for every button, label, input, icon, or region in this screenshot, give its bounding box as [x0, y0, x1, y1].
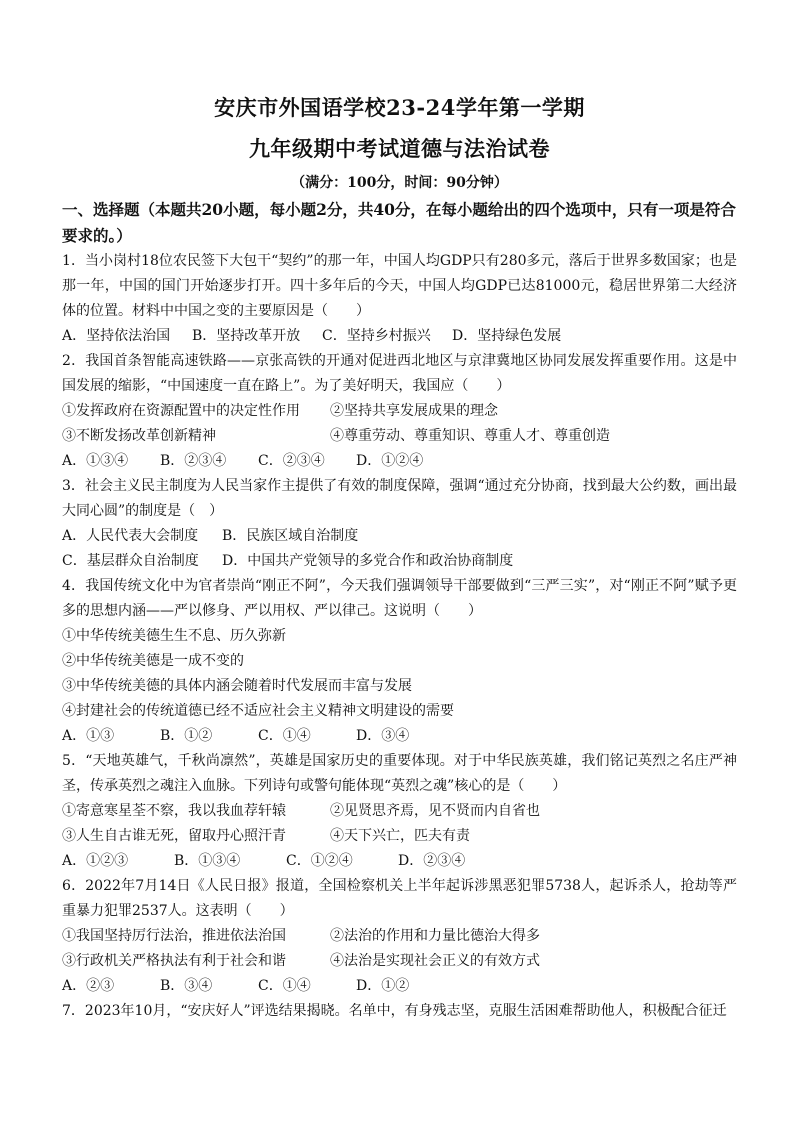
question-7 — [62, 999, 737, 1024]
options-row — [62, 849, 737, 874]
statement-2: ②见贤思齐焉，见不贤而内自省也 — [330, 803, 540, 819]
statement-4: ④天下兴亡，匹夫有责 — [330, 828, 470, 844]
statement-3: ③不断发扬改革创新精神 — [62, 428, 216, 444]
score-time-note: （满分：100分，时间：90分钟） — [291, 175, 508, 191]
question-5 — [62, 749, 737, 874]
option-b[interactable]: B．③④ — [160, 978, 213, 994]
options-row — [62, 549, 737, 574]
question-stem: 3．社会主义民主制度为人民当家作主提供了有效的制度保障，强调“通过充分协商，找到最大公约数，画出最大同心圆”的制度是（ ） — [62, 478, 737, 519]
statement-row — [62, 424, 737, 449]
statement-2: ②法治的作用和力量比德治大得多 — [330, 928, 540, 944]
question-4 — [62, 574, 737, 749]
option-d[interactable]: D．①②④ — [356, 453, 424, 469]
options-row — [62, 974, 737, 999]
question-stem: 5．“天地英雄气，千秋尚凛然”，英雄是国家历史的重要体现。对于中华民族英雄，我们铭记英烈之名庄严神圣，传承英烈之魂注入血脉。下列诗句或警句能体现“英烈之魂”核心的是（ ） — [62, 753, 737, 794]
statement-2: ②中华传统美德是一成不变的 — [62, 653, 244, 669]
option-c[interactable]: C．基层群众自治制度 — [62, 553, 199, 569]
option-b[interactable]: B．①② — [160, 728, 213, 744]
question-6 — [62, 874, 737, 999]
options-row — [62, 449, 737, 474]
options-row — [62, 524, 737, 549]
option-d[interactable]: D．①② — [356, 978, 410, 994]
question-stem: 1．当小岗村18位农民签下大包干“契约”的那一年，中国人均GDP只有280多元，落后于世界多数国家；也是那一年，中国的国门开始逐步打开。四十多年后的今天，中国人均GDP已达81000元，稳居世界第二大经济体的位置。材料中中国之变的主要原因是（ ） — [62, 253, 737, 319]
question-stem: 6．2022年7月14日《人民日报》报道，全国检察机关上半年起诉涉黑恶犯罪5738人，起诉杀人，抢劫等严重暴力犯罪2537人。这表明（ ） — [62, 878, 737, 919]
option-b[interactable]: B．坚持改革开放 — [192, 328, 301, 344]
options-row — [62, 324, 737, 349]
option-a[interactable]: A．坚持依法治国 — [62, 328, 171, 344]
exam-title-subject: 九年级期中考试道德与法治试卷 — [249, 136, 550, 161]
exam-title-school: 安庆市外国语学校23-24学年第一学期 — [214, 95, 585, 120]
option-a[interactable]: A．①③④ — [62, 453, 129, 469]
option-c[interactable]: C．①④ — [258, 978, 311, 994]
section-heading-choice: 一、选择题（本题共20小题，每小题2分，共40分，在每小题给出的四个选项中，只有一项是符合要求的。） — [62, 200, 736, 245]
option-b[interactable]: B．①③④ — [174, 853, 241, 869]
statement-2: ②坚持共享发展成果的理念 — [330, 403, 498, 419]
option-c[interactable]: C．①②④ — [286, 853, 353, 869]
option-b[interactable]: B．②③④ — [160, 453, 227, 469]
statement-row — [62, 824, 737, 849]
option-a[interactable]: A．人民代表大会制度 — [62, 528, 199, 544]
option-a[interactable]: A．①③ — [62, 728, 115, 744]
option-d[interactable]: D．坚持绿色发展 — [452, 328, 562, 344]
option-a[interactable]: A．①②③ — [62, 853, 129, 869]
statement-4: ④法治是实现社会正义的有效方式 — [330, 953, 540, 969]
statement-row — [62, 799, 737, 824]
question-stem: 4．我国传统文化中为官者崇尚“刚正不阿”，今天我们强调领导干部要做到“三严三实”，对“刚正不阿”赋予更多的思想内涵——严以修身、严以用权、严以律己。这说明（ ） — [62, 578, 737, 619]
statement-1: ①发挥政府在资源配置中的决定性作用 — [62, 403, 300, 419]
question-1 — [62, 249, 737, 349]
exam-body — [62, 197, 737, 1024]
statement-row — [62, 399, 737, 424]
question-3 — [62, 474, 737, 574]
statement-4: ④封建社会的传统道德已经不适应社会主义精神文明建设的需要 — [62, 703, 454, 719]
option-a[interactable]: A．②③ — [62, 978, 115, 994]
option-c[interactable]: C．坚持乡村振兴 — [322, 328, 431, 344]
option-d[interactable]: D．中国共产党领导的多党合作和政治协商制度 — [222, 553, 514, 569]
question-stem: 7．2023年10月，“安庆好人”评选结果揭晓。名单中，有身残志坚，克服生活困难帮助他人，积极配合征迁 — [62, 1003, 727, 1019]
question-stem: 2．我国首条智能高速铁路——京张高铁的开通对促进西北地区与京津冀地区协同发展发挥重要作用。这是中国发展的缩影，“中国速度一直在路上”。为了美好明天，我国应（ ） — [62, 353, 737, 394]
statement-row — [62, 949, 737, 974]
statement-row — [62, 924, 737, 949]
option-c[interactable]: C．①④ — [258, 728, 311, 744]
option-d[interactable]: D．②③④ — [398, 853, 466, 869]
options-row — [62, 724, 737, 749]
option-b[interactable]: B．民族区域自治制度 — [222, 528, 359, 544]
statement-1: ①寄意寒星荃不察，我以我血荐轩辕 — [62, 803, 286, 819]
option-c[interactable]: C．②③④ — [258, 453, 325, 469]
statement-3: ③行政机关严格执法有利于社会和谐 — [62, 953, 286, 969]
option-d[interactable]: D．③④ — [356, 728, 410, 744]
statement-3: ③中华传统美德的具体内涵会随着时代发展而丰富与发展 — [62, 678, 412, 694]
statement-3: ③人生自古谁无死，留取丹心照汗青 — [62, 828, 286, 844]
statement-4: ④尊重劳动、尊重知识、尊重人才、尊重创造 — [330, 428, 610, 444]
statement-1: ①我国坚持厉行法治，推进依法治国 — [62, 928, 286, 944]
statement-1: ①中华传统美德生生不息、历久弥新 — [62, 628, 286, 644]
question-2 — [62, 349, 737, 474]
